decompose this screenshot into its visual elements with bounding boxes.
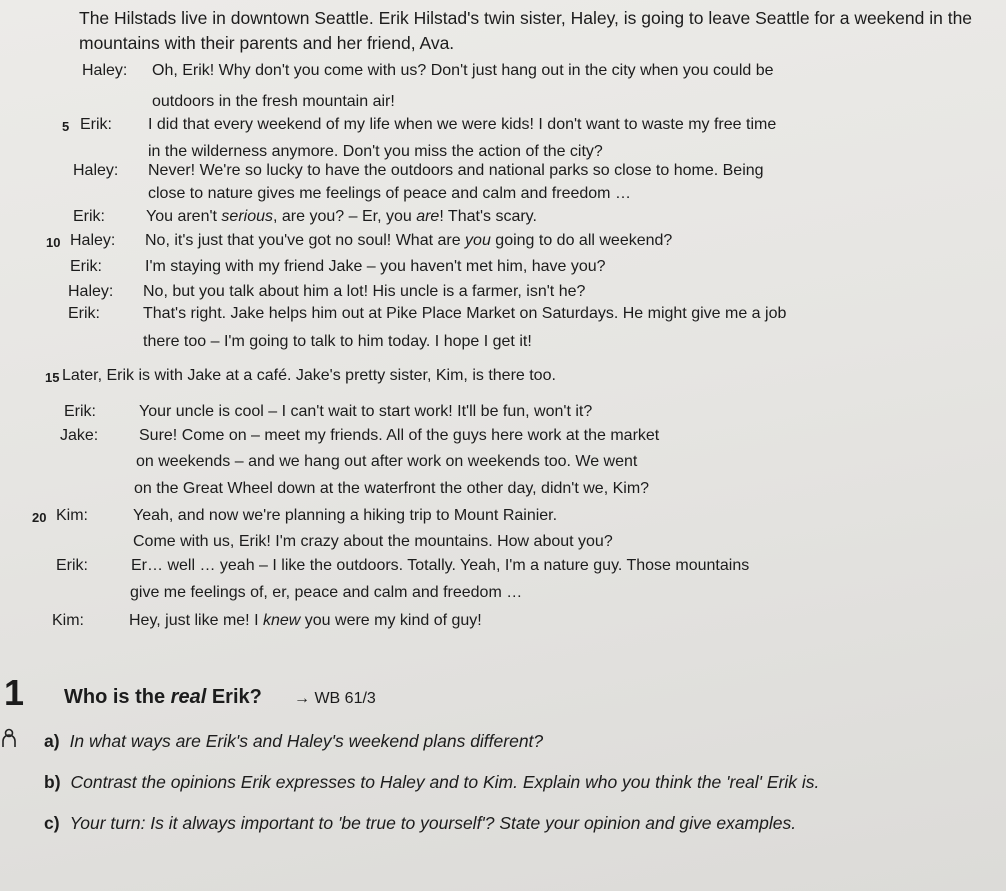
dialogue-line: No, but you talk about him a lot! His uncle is a farmer, isn't he?	[143, 283, 586, 300]
dialogue-line: on weekends – and we hang out after work on weekends too. We went	[136, 453, 638, 470]
dialogue-line: close to nature gives me feelings of peace and calm and freedom …	[148, 185, 631, 202]
question-a	[44, 731, 543, 752]
dialogue-line: Come with us, Erik! I'm crazy about the mountains. How about you?	[133, 533, 613, 550]
line-number: 5	[62, 119, 70, 134]
task-number: 1	[4, 672, 25, 713]
dialogue-line: Your uncle is cool – I can't wait to start work! It'll be fun, won't it?	[139, 403, 593, 420]
intro-paragraph: The Hilstads live in downtown Seattle. Erik Hilstad's twin sister, Haley, is going to leave Seattle for a weekend in the mountains with their parents and her friend, Ava.	[79, 8, 973, 53]
question-label: c)	[44, 813, 60, 833]
question-text: Contrast the opinions Erik expresses to Haley and to Kim. Explain who you think the 'real' Erik is.	[70, 772, 820, 792]
dialogue-line: Never! We're so lucky to have the outdoors and national parks so close to home. Being	[148, 162, 764, 179]
question-b	[44, 772, 819, 793]
dialogue-line: Yeah, and now we're planning a hiking trip to Mount Rainier.	[133, 507, 558, 524]
speaker-label: Erik:	[70, 258, 102, 275]
dialogue-line: You aren't serious, are you? – Er, you are! That's scary.	[146, 208, 537, 225]
speaker-label: Jake:	[60, 427, 99, 444]
task-title: Who is the real Erik?	[64, 686, 262, 708]
question-c	[44, 813, 796, 834]
dialogue-line: No, it's just that you've got no soul! What are you going to do all weekend?	[145, 232, 673, 249]
speaker-label: Erik:	[56, 557, 88, 574]
speaker-label: Kim:	[56, 507, 88, 524]
dialogue-line: I did that every weekend of my life when we were kids! I don't want to waste my free time	[148, 116, 777, 133]
dialogue-line: in the wilderness anymore. Don't you miss the action of the city?	[148, 143, 603, 160]
dialogue-line: Hey, just like me! I knew you were my kind of guy!	[129, 612, 482, 629]
speaker-label: Haley:	[70, 232, 116, 249]
dialogue-line: Oh, Erik! Why don't you come with us? Don't just hang out in the city when you could be	[152, 62, 774, 79]
dialogue-line: That's right. Jake helps him out at Pike Place Market on Saturdays. He might give me a job	[143, 305, 787, 322]
line-number: 15	[45, 370, 60, 385]
dialogue-line: on the Great Wheel down at the waterfront the other day, didn't we, Kim?	[134, 480, 650, 497]
line-number: 10	[46, 235, 61, 250]
speaker-label: Erik:	[64, 403, 96, 420]
dialogue-line: Er… well … yeah – I like the outdoors. Totally. Yeah, I'm a nature guy. Those mountains	[131, 557, 750, 574]
speaker-label: Kim:	[52, 612, 84, 629]
workbook-reference: → WB 61/3	[294, 690, 376, 707]
question-text: Your turn: Is it always important to 'be true to yourself'? State your opinion and give examples.	[69, 813, 797, 833]
speaker-label: Erik:	[68, 305, 100, 322]
line-number: 20	[32, 510, 47, 525]
speaker-label: Haley:	[68, 283, 114, 300]
dialogue-line: there too – I'm going to talk to him today. I hope I get it!	[143, 333, 532, 350]
dialogue-line: Sure! Come on – meet my friends. All of the guys here work at the market	[139, 427, 660, 444]
question-label: b)	[44, 772, 61, 792]
question-text: In what ways are Erik's and Haley's weekend plans different?	[69, 731, 544, 751]
speaker-label: Haley:	[82, 62, 128, 79]
dialogue-line: outdoors in the fresh mountain air!	[152, 93, 395, 110]
question-label: a)	[44, 731, 60, 751]
speaker-label: Haley:	[73, 162, 119, 179]
speaker-label: Erik:	[73, 208, 105, 225]
pair-work-icon	[2, 728, 16, 753]
speaker-label: Erik:	[80, 116, 112, 133]
dialogue-line: I'm staying with my friend Jake – you haven't met him, have you?	[145, 258, 606, 275]
dialogue-line: give me feelings of, er, peace and calm and freedom …	[130, 584, 523, 601]
narration-text: Later, Erik is with Jake at a café. Jake's pretty sister, Kim, is there too.	[62, 367, 556, 384]
